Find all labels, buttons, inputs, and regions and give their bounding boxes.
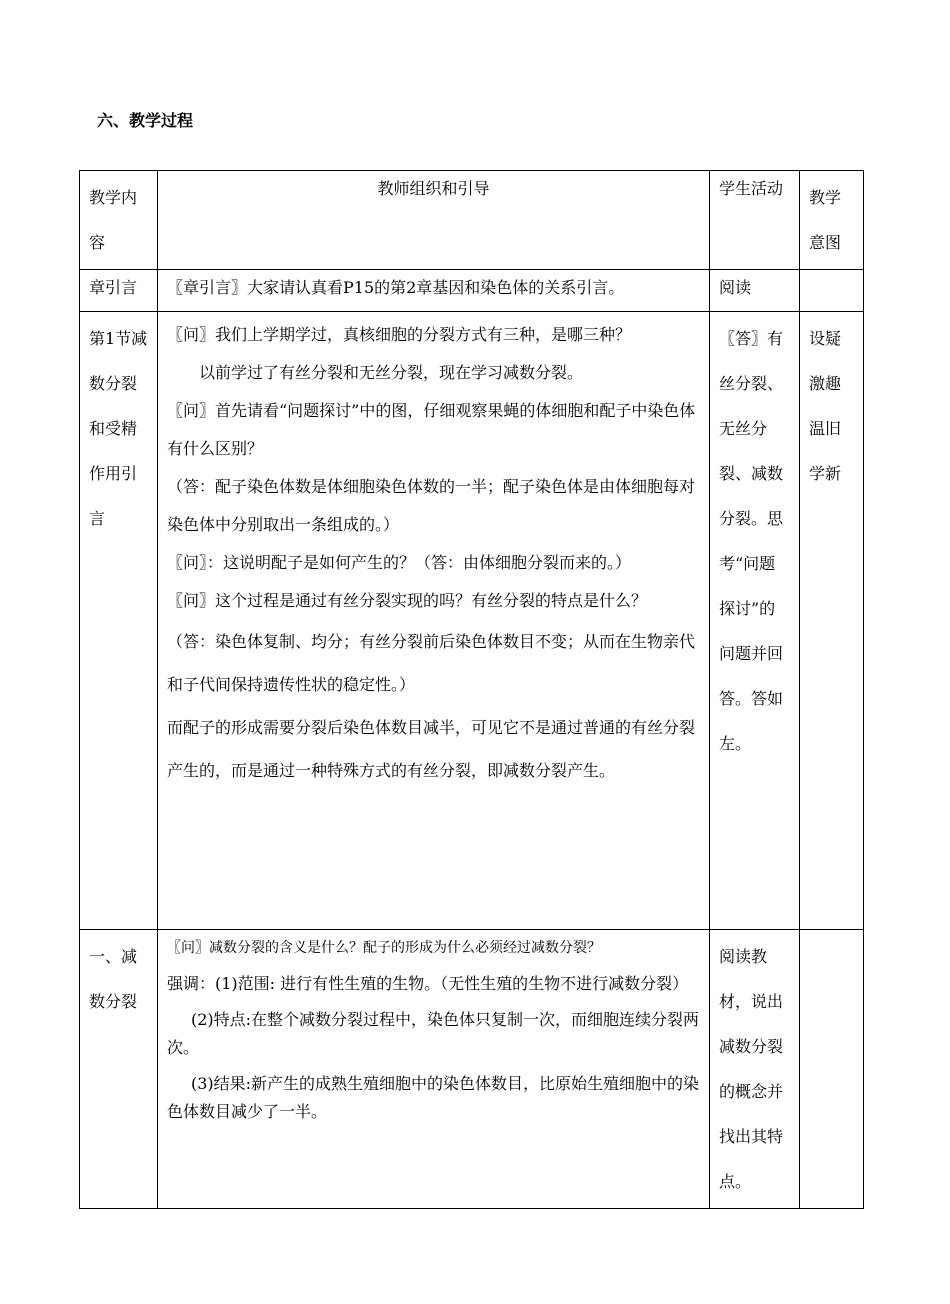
row3-teacher-p4: (3)结果:新产生的成熟生殖细胞中的染色体数目，比原始生殖细胞中的染色体数目减少了一半。 (167, 1074, 700, 1121)
row1-content: 章引言 (80, 270, 158, 312)
table-row-chapter-intro (80, 270, 864, 312)
row2-teacher-p7: （答：染色体复制、均分；有丝分裂前后染色体数目不变；从而在生物亲代和子代间保持遗传性状的稳定性。） (167, 632, 696, 694)
header-content: 教学内容 (80, 171, 158, 270)
row3-teacher (158, 930, 710, 1209)
row2-teacher-p8: 而配子的形成需要分裂后染色体数目减半，可见它不是通过普通的有丝分裂产生的，而是通过一种特殊方式的有丝分裂，即减数分裂产生。 (167, 718, 696, 780)
row3-teacher-p3: (2)特点:在整个减数分裂过程中，染色体只复制一次，而细胞连续分裂两次。 (167, 1010, 700, 1057)
row2-teacher-p5: 〖问〗：这说明配子是如何产生的？（答：由体细胞分裂而来的。） (167, 553, 632, 572)
table-row-section1-intro (80, 312, 864, 930)
row3-teacher-p1: 〖问〗减数分裂的含义是什么？配子的形成为什么必须经过减数分裂？ (167, 940, 601, 956)
row3-teacher-p2: 强调：(1)范围: 进行有性生殖的生物。（无性生殖的生物不进行减数分裂） (167, 974, 689, 993)
row2-teacher-p4: （答：配子染色体数是体细胞染色体数的一半；配子染色体是由体细胞每对染色体中分别取出一条组成的。） (167, 477, 696, 534)
row1-intent (800, 270, 864, 312)
section-heading: 六、教学过程 (97, 111, 194, 130)
row2-content: 第1节减数分裂和受精作用引言 (80, 312, 158, 930)
row2-student: 〖答〗有丝分裂、无丝分裂、减数分裂。思考“问题探讨”的问题并回答。答如左。 (710, 312, 800, 930)
table-header-row (80, 171, 864, 270)
header-student: 学生活动 (710, 171, 800, 270)
table-row-meiosis (80, 930, 864, 1209)
header-teacher: 教师组织和引导 (158, 171, 710, 270)
teaching-process-table (79, 170, 864, 1209)
row1-teacher: 〖章引言〗大家请认真看P15的第2章基因和染色体的关系引言。 (158, 270, 710, 312)
row3-student: 阅读教材，说出减数分裂的概念并找出其特点。 (710, 930, 800, 1209)
row2-teacher (158, 312, 710, 930)
row2-teacher-p3: 〖问〗首先请看“问题探讨”中的图，仔细观察果蝇的体细胞和配子中染色体有什么区别？ (167, 401, 696, 458)
header-intent: 教学意图 (800, 171, 864, 270)
row1-student: 阅读 (710, 270, 800, 312)
row3-intent (800, 930, 864, 1209)
row2-teacher-p1: 〖问〗我们上学期学过，真核细胞的分裂方式有三种，是哪三种？ (167, 325, 632, 344)
row2-teacher-p6: 〖问〗这个过程是通过有丝分裂实现的吗？有丝分裂的特点是什么？ (167, 591, 648, 610)
row3-content: 一、减数分裂 (80, 930, 158, 1209)
row2-teacher-p2: 以前学过了有丝分裂和无丝分裂，现在学习减数分裂。 (199, 363, 584, 382)
row2-intent: 设疑激趣温旧学新 (800, 312, 864, 930)
